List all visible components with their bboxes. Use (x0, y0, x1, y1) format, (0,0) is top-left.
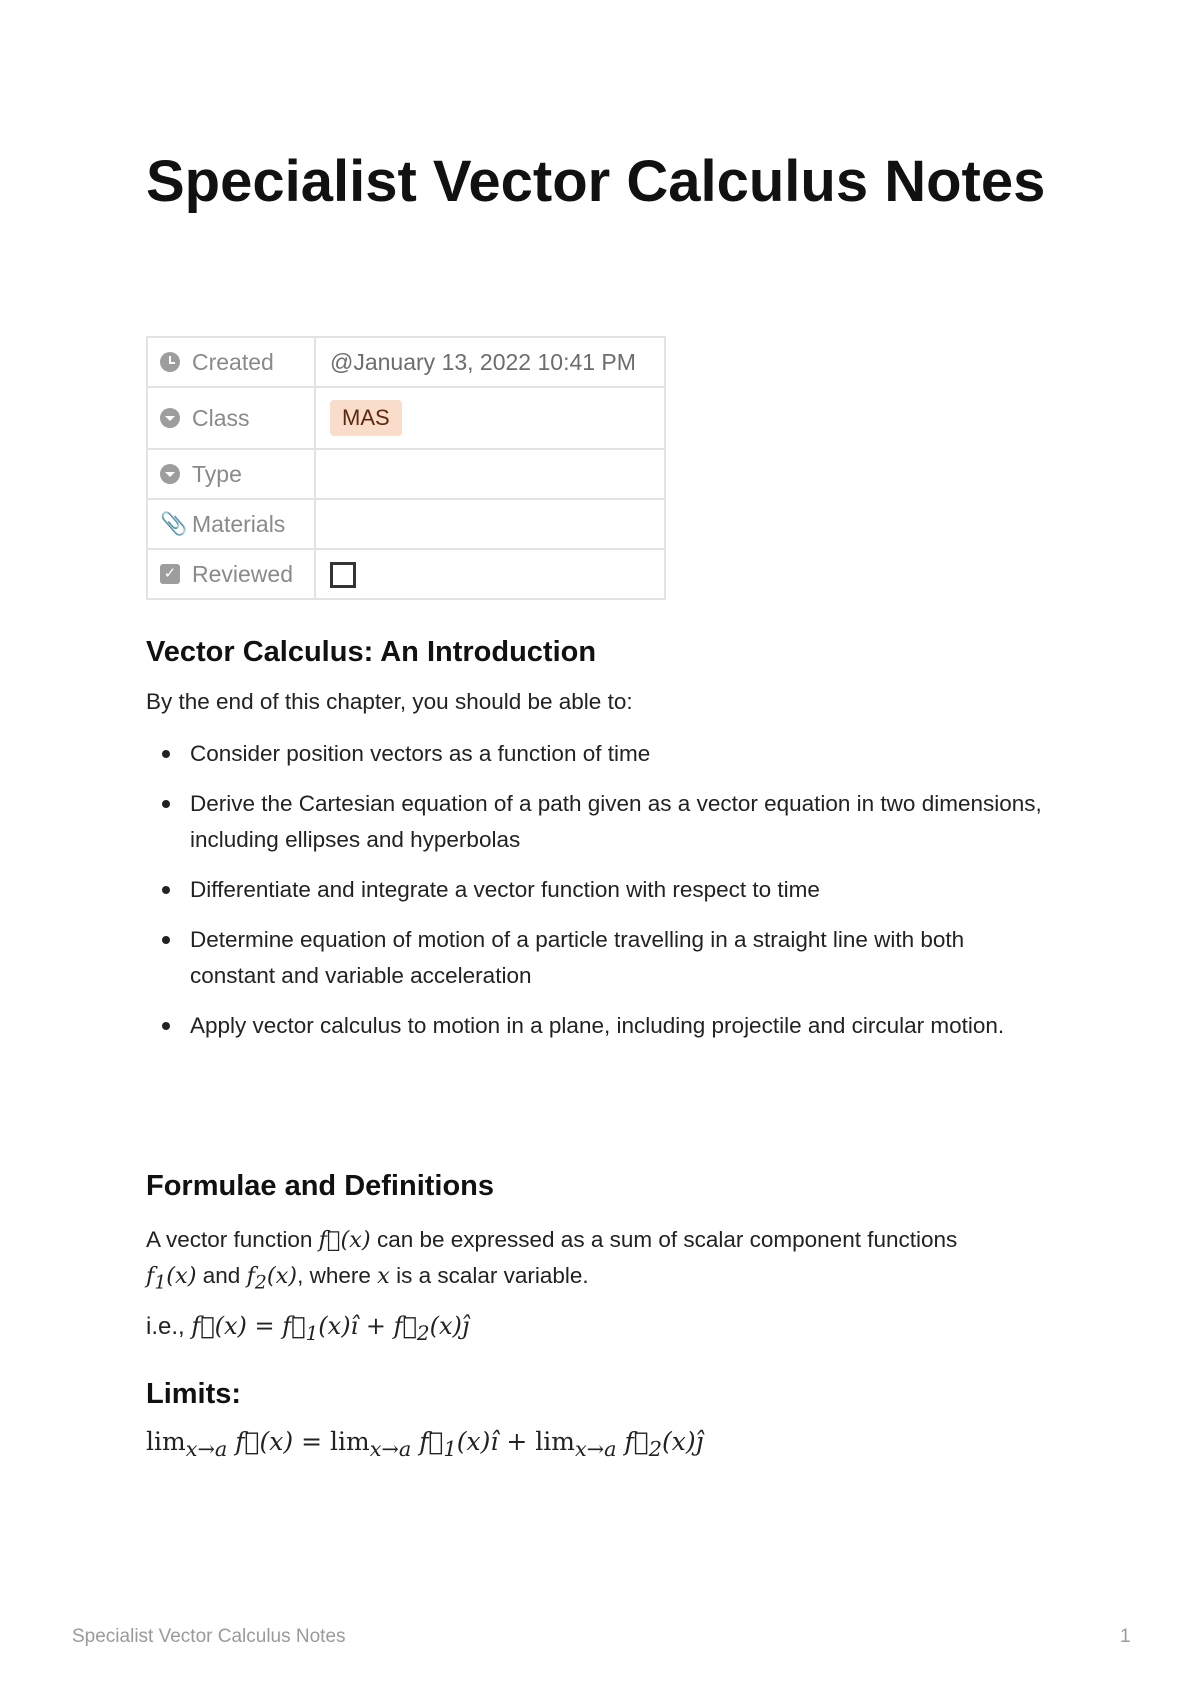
properties-table (146, 336, 666, 600)
math-limit: $\lim_{x\to a}$ f⃗(x) = $\lim_{x\to a}$ $f⃗_1(x)î + \lim_{x\to a}$ $f⃗_2(x)ĵ$ (146, 1427, 704, 1461)
paperclip-icon: 📎 (160, 511, 188, 536)
select-icon (160, 408, 180, 428)
page-title: Specialist Vector Calculus Notes (146, 149, 1046, 214)
created-date[interactable]: @January 13, 2022 10:41 PM (330, 348, 636, 375)
class-tag[interactable]: MAS (330, 400, 402, 436)
property-label: Created (192, 348, 274, 375)
objectives-list (146, 736, 1046, 1058)
math-f-of-x: f⃗(x) (318, 1227, 371, 1253)
property-label: Materials (192, 510, 286, 537)
property-label: Class (192, 404, 250, 431)
select-icon (160, 464, 180, 484)
list-item: Determine equation of motion of a particle travelling in a straight line with both constant and variable acceleration (146, 922, 1046, 994)
ie-equation: i.e., f⃗(x) = $f⃗_1(x)î$ + $f⃗_2(x)ĵ$ (146, 1312, 470, 1345)
definition-paragraph: A vector function f⃗(x) can be expressed as a sum of scalar component functions (146, 1227, 958, 1253)
list-item: Differentiate and integrate a vector function with respect to time (146, 872, 1046, 908)
type-value[interactable] (315, 449, 665, 499)
section-heading-formulae: Formulae and Definitions (146, 1170, 495, 1202)
definition-paragraph-2: $f_1(x)$ and $f_2(x)$, where x is a scalar variable. (146, 1263, 589, 1294)
list-item: Derive the Cartesian equation of a path given as a vector equation in two dimensions, including ellipses and hyperbolas (146, 786, 1046, 858)
section-heading-limits: Limits: (146, 1378, 242, 1410)
property-row-class (147, 387, 665, 449)
materials-value[interactable] (315, 499, 665, 549)
math-x: x (377, 1263, 390, 1289)
property-row-created (147, 337, 665, 387)
property-row-materials (147, 499, 665, 549)
list-item: Apply vector calculus to motion in a plane, including projectile and circular motion. (146, 1008, 1046, 1044)
property-row-type (147, 449, 665, 499)
checkbox-icon: ✓ (160, 564, 180, 584)
clock-icon (160, 352, 180, 372)
footer-page-number: 1 (1120, 1626, 1131, 1647)
math-f1: $f_1(x)$ (146, 1263, 197, 1294)
section-heading-introduction: Vector Calculus: An Introduction (146, 636, 597, 668)
property-row-reviewed (147, 549, 665, 599)
property-label: Type (192, 460, 242, 487)
footer-title: Specialist Vector Calculus Notes (72, 1626, 346, 1647)
intro-text: By the end of this chapter, you should be able to: (146, 689, 633, 714)
math-f2: $f_2(x)$ (246, 1263, 298, 1294)
list-item: Consider position vectors as a function of time (146, 736, 1046, 772)
limits-equation (146, 1424, 1046, 1467)
reviewed-checkbox[interactable] (330, 562, 356, 588)
math-vector-sum: f⃗(x) = $f⃗_1(x)î$ + $f⃗_2(x)ĵ$ (191, 1312, 470, 1345)
property-label: Reviewed (192, 560, 293, 587)
